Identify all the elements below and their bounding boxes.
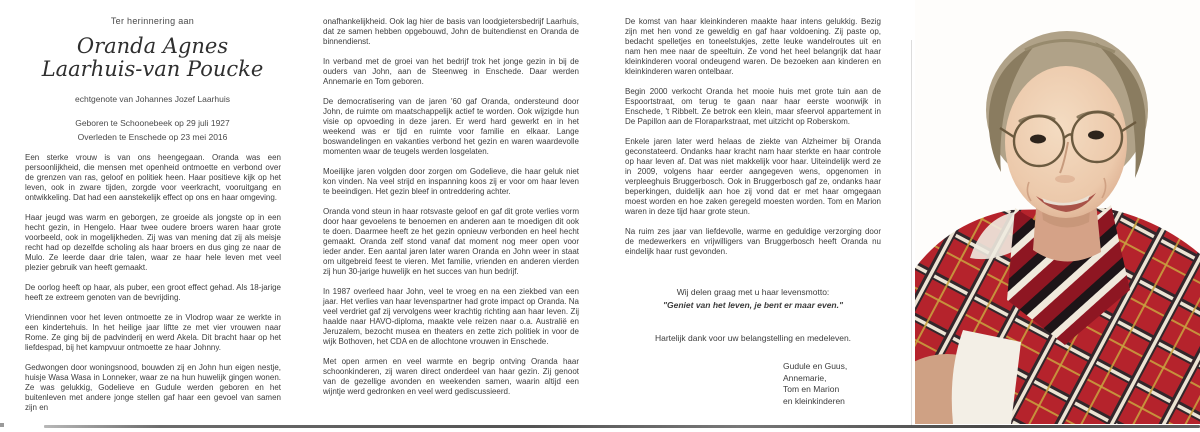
face	[1005, 66, 1127, 218]
paragraph: De democratisering van de jaren '60 gaf Oranda, ondersteund door John, de ruimte om maatschappelijk actief te worden. Ook wijzigde hun visie op opvoeding in deze jaren. Er werd hard gewerkt en in het weekend was er tijd en ruimte voor familie en elkaar. Lange boswandelingen en vakanties verbond het gezin en waren waardevolle momenten waar de teugels werden losgelaten.	[323, 97, 579, 156]
motto-text: "Geniet van het leven, je bent er maar even."	[662, 300, 844, 310]
paragraph: Enkele jaren later werd helaas de ziekte van Alzheimer bij Oranda geconstateerd. Ondanks haar kracht nam haar sterkte en haar controle op haar leven af. Dat was niet makkelijk voor haar. Uiteindelijk werd ze in 2009, volgens haar eerder aangegeven wens, opgenomen in verpleeghuis Bruggerbosch. Ook in Bruggerbosch gaf ze, ondanks haar beperkingen, duidelijk aan hoe zij vond dat er met haar omgegaan moest worden en hoe zaken geregeld moesten worden. Tom en Marion waren in deze tijd haar grote steun.	[625, 137, 881, 216]
portrait-photo-svg	[915, 0, 1200, 424]
left-eye	[1030, 135, 1046, 144]
deceased-name-line1: Oranda Agnes	[76, 34, 229, 58]
deceased-name	[25, 35, 280, 81]
thanks-line: Hartelijk dank voor uw belangstelling en medeleven.	[654, 333, 852, 343]
portrait-photo	[915, 0, 1200, 424]
panel-fold-line	[911, 40, 912, 426]
paragraph: In 1987 overleed haar John, veel te vroeg en na een ziekbed van een jaar. Het verlies van haar levenspartner had grote impact op Oranda. Na veel verdriet gaf zij vervolgens weer krachtig richting aan haar leven. Zij haalde naar HAVO-diploma, maakte vele reizen naar o.a. Australië en Jeruzalem, bezocht musea en theaters en zette zich politiek in voor de wijk Bothoven, het CDA en de allochtone vrouwen in Enschede.	[323, 287, 579, 346]
paragraph: onafhankelijkheid. Ook lag hier de basis van loodgietersbedrijf Laarhuis, dat ze samen hebben opgebouwd, John de buitendienst en Oranda de binnendienst.	[323, 17, 579, 46]
scan-corner-mark	[0, 423, 4, 427]
paragraph: Gedwongen door woningsnood, bouwden zij en John hun eigen nestje, huisje Wasa Wasa in Lonneker, waar ze na hun huwelijk gingen wonen. Ze was gelukkig, Godelieve en Gudule werden geboren en het buitenleven met andere jonge stellen gaf haar een gevoel van samen zijn en	[25, 363, 281, 412]
motto-intro: Wij delen graag met u haar levensmotto:	[676, 287, 830, 297]
text-column-3-paragraphs	[625, 17, 881, 257]
paragraph: Na ruim zes jaar van liefdevolle, warme en geduldige verzorging door de medewerkers en vrijwilligers van Bruggerbosch heeft Oranda nu eindelijk haar rust gevonden.	[625, 227, 881, 256]
card-header	[25, 16, 280, 144]
spouse-line: echtgenote van Johannes Jozef Laarhuis	[74, 94, 230, 104]
white-sleeve	[952, 330, 1021, 424]
paragraph: Tom en Marion	[783, 384, 840, 394]
paragraph: Annemarie,	[783, 372, 827, 383]
paragraph: Begin 2000 verkocht Oranda het mooie huis met grote tuin aan de Espoortstraat, om terug te gaan naar haar eerste woonwijk in Enschede, 't Ribbelt. Ze betrok een klein, maar sfeervol appartement in De Papillon aan de Floraparkstraat, met uitzicht op Roberskom.	[625, 87, 881, 126]
text-column-2	[323, 17, 579, 397]
paragraph: Gudule en Guus,	[783, 361, 848, 371]
text-column-3	[625, 17, 881, 407]
deceased-name-line2: Laarhuis-van Poucke	[41, 57, 264, 81]
text-column-1	[25, 153, 281, 413]
paragraph: Oranda vond steun in haar rotsvaste geloof en gaf dit grote verlies vorm door haar gevoelens te benoemen en anderen aan te moedigen dit ook te doen. Daarmee heeft ze het gezin opnieuw verbonden en heel hecht gemaakt. Oranda zelf stond vanaf dat moment nog meer open voor ieder ander. Een aantal jaren later waren Oranda en John weer in staat om uitgebreid feest te vieren. Met familie, vrienden en anderen vierden zij hun 30-jarige huwelijk en het succes van hun bedrijf.	[323, 207, 579, 276]
scan-bottom-edge	[44, 425, 1200, 428]
nose-tip-shade	[1055, 175, 1075, 183]
paragraph: In verband met de groei van het bedrijf trok het jonge gezin in bij de ouders van John, aan de Steenweg in Enschede. Daar werden Annemarie en Tom geboren.	[323, 57, 579, 86]
paragraph: Een sterke vrouw is van ons heengegaan. Oranda was een persoonlijkheid, die mensen met openheid ontmoette en verbond over de grenzen van ras, geloof en politiek heen. Haar positieve kijk op het leven, ook in zware tijden, zorgde voor veerkracht, vooruitgang en ontwikkeling. Dat had een aanstekelijk effect op ons en haar omgeving.	[25, 153, 281, 202]
signature-block	[783, 361, 881, 407]
paragraph: Vriendinnen voor het leven ontmoette ze in Vlodrop waar ze werkte in een kindertehuis. In het heilige jaar liftte ze met vier vrouwen naar Rome. Ze ging bij de padvinderij en werd Akela. Dit bracht haar op het liefdespad, bij het kampvuur ontmoette ze haar Johnny.	[25, 313, 281, 352]
paragraph: De komst van haar kleinkinderen maakte haar intens gelukkig. Bezig zijn met hen vond ze geweldig en gaf haar voldoening. Zij paste op, bedacht spelletjes en toneelstukjes, zette leuke wandelroutes uit en nam hen mee naar de speeltuin. Ze vond het heel belangrijk dat haar kleinkinderen vooral ondeugend waren. De bezoeken aan kinderen en kleinkinderen waren ontelbaar.	[625, 17, 881, 76]
paragraph: Moeilijke jaren volgden door zorgen om Godelieve, die haar geluk niet kon vinden. Na veel strijd en inspanning koos zij er voor om haar leven te beeindigen. Het gezin bleef in ontreddering achter.	[323, 167, 579, 196]
died-line: Overleden te Enschede op 23 mei 2016	[77, 132, 228, 142]
right-eye	[1088, 131, 1104, 140]
life-dates	[25, 116, 280, 144]
motto-block	[625, 287, 881, 311]
paragraph: De oorlog heeft op haar, als puber, een groot effect gehad. Als 18-jarige heeft ze extreem genoten van de bevrijding.	[25, 283, 281, 302]
dedication-text: Ter herinnering aan	[110, 16, 195, 26]
paragraph: Haar jeugd was warm en geborgen, ze groeide als jongste op in een hecht gezin, in Hengelo. Haar twee oudere broers waren haar grote voorbeeld, ook in mogelijkheden. Zij was van mening dat zij als meisje recht had op dezelfde scholing als haar broers en dus ging ze naar de Mulo. Ze leerde daar drie talen, waar ze haar hele leven met veel plezier gebruik van heeft gemaakt.	[25, 213, 281, 272]
paragraph: Met open armen en veel warmte en begrip ontving Oranda haar schoonkinderen, zij waren direct onderdeel van haar gezin. Zij genoot van de gezellige avonden en weekenden samen, waarin altijd een wijntje werd gedronken en veel werd gediscussieerd.	[323, 357, 579, 396]
born-line: Geboren te Schoonebeek op 29 juli 1927	[75, 118, 230, 128]
paragraph: en kleinkinderen	[783, 395, 845, 406]
